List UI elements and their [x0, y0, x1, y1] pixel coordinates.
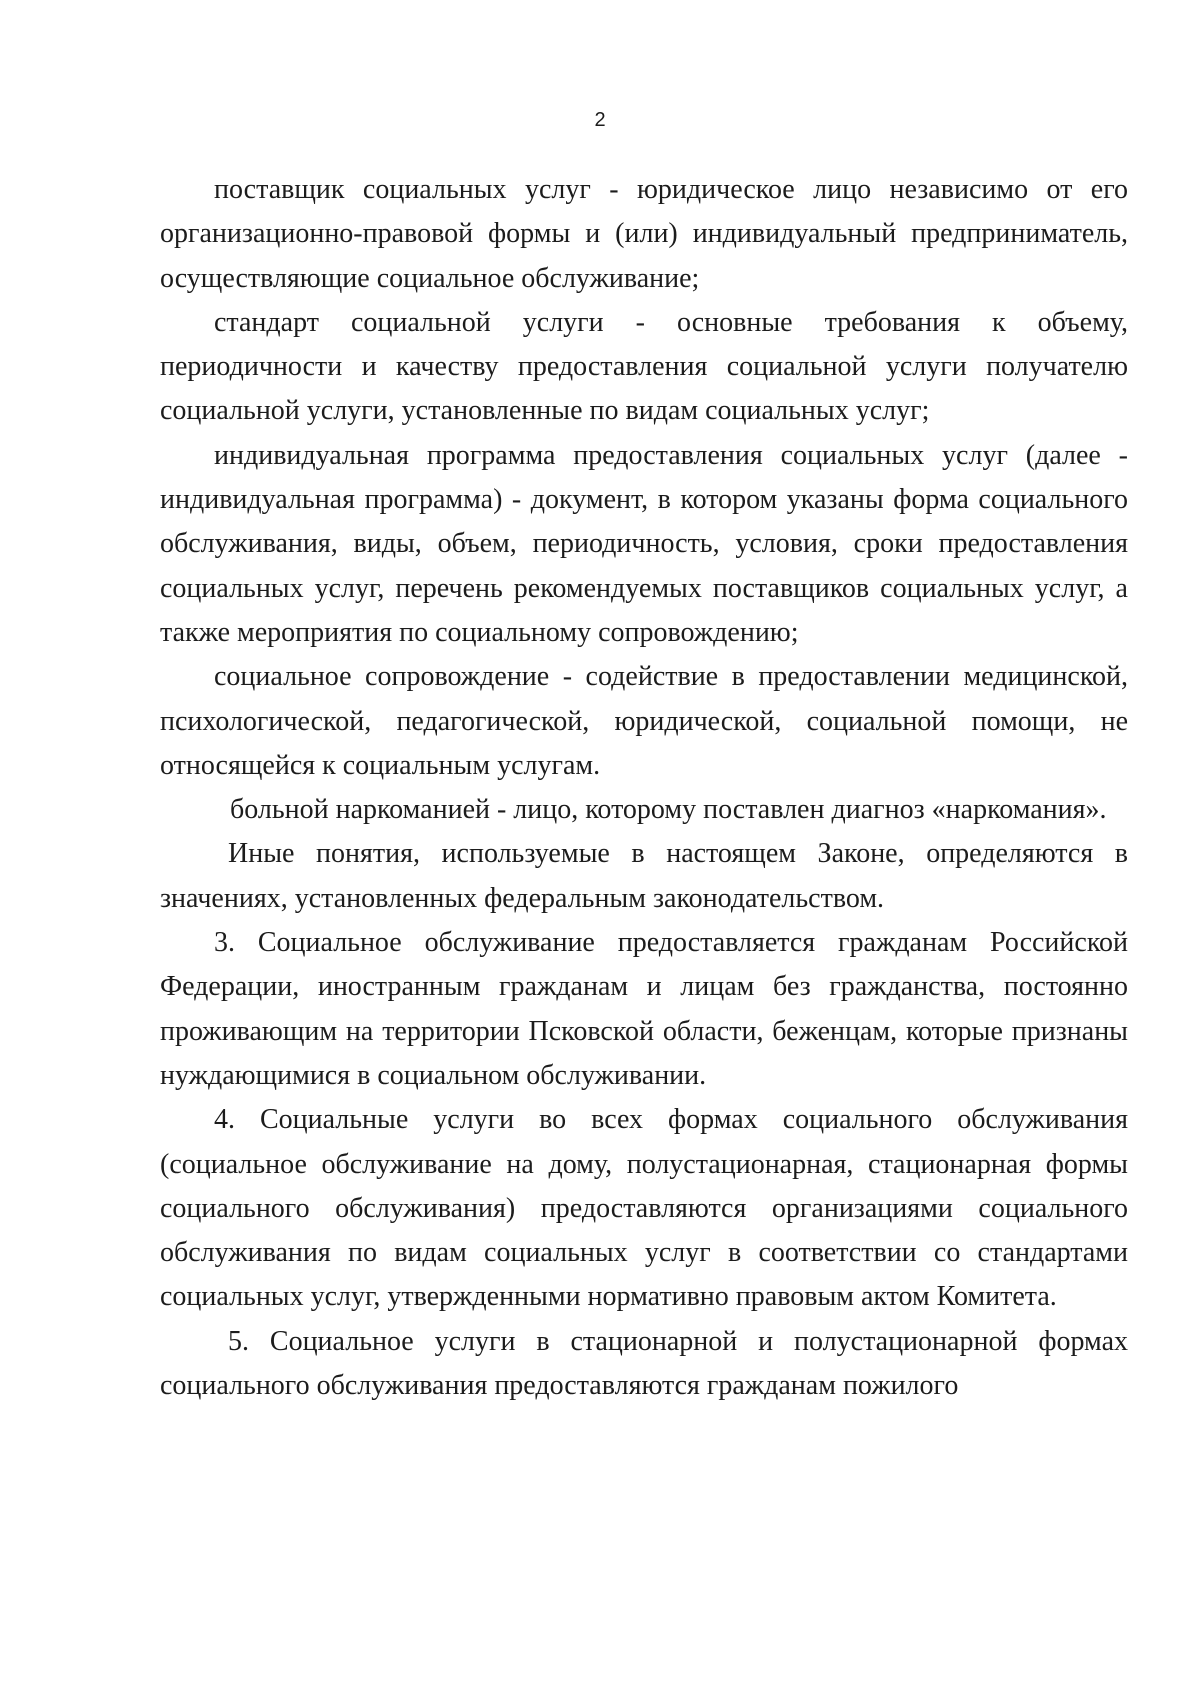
- paragraph-item-4: 4. Социальные услуги во всех формах социального обслуживания (социальное обслуживание на дому, полустационарная, стационарная формы социального обслуживания) предоставляются организациями социального обслуживания по видам социальных услуг в соответствии со стандартами социальных услуг, утвержденными нормативно правовым актом Комитета.: [160, 1104, 1128, 1313]
- paragraph-definition-standard: стандарт социальной услуги - основные требования к объему, периодичности и качеству предоставления социальной услуги получателю социальной услуги, установленные по видам социальных услуг;: [160, 306, 1128, 427]
- paragraph-definition-provider: поставщик социальных услуг - юридическое лицо независимо от его организационно-правовой формы и (или) индивидуальный предприниматель, осуществляющие социальное обслуживание;: [160, 174, 1128, 294]
- paragraph-definition-social-support: социальное сопровождение - содействие в предоставлении медицинской, психологической, педагогической, юридической, социальной помощи, не относящейся к социальным услугам.: [160, 661, 1128, 781]
- paragraph-other-concepts: Иные понятия, используемые в настоящем Законе, определяются в значениях, установленных федеральным законодательством.: [160, 838, 1128, 914]
- page-number: 2: [594, 109, 606, 131]
- document-body: [160, 168, 1128, 1408]
- paragraph-definition-drug-addict: больной наркоманией - лицо, которому поставлен диагноз «наркомания».: [230, 794, 1107, 826]
- paragraph-item-3: 3. Социальное обслуживание предоставляется гражданам Российской Федерации, иностранным гражданам и лицам без гражданства, постоянно проживающим на территории Псковской области, беженцам, которые признаны нуждающимися в социальном обслуживании.: [160, 927, 1128, 1091]
- paragraph-item-5: 5. Социальное услуги в стационарной и полустационарной формах социального обслуживания предоставляются гражданам пожилого: [160, 1325, 1128, 1402]
- paragraph-definition-individual-program: индивидуальная программа предоставления социальных услуг (далее - индивидуальная программа) - документ, в котором указаны форма социального обслуживания, виды, объем, периодичность, условия, сроки предоставления социальных услуг, перечень рекомендуемых поставщиков социальных услуг, а также мероприятия по социальному сопровождению;: [160, 439, 1128, 648]
